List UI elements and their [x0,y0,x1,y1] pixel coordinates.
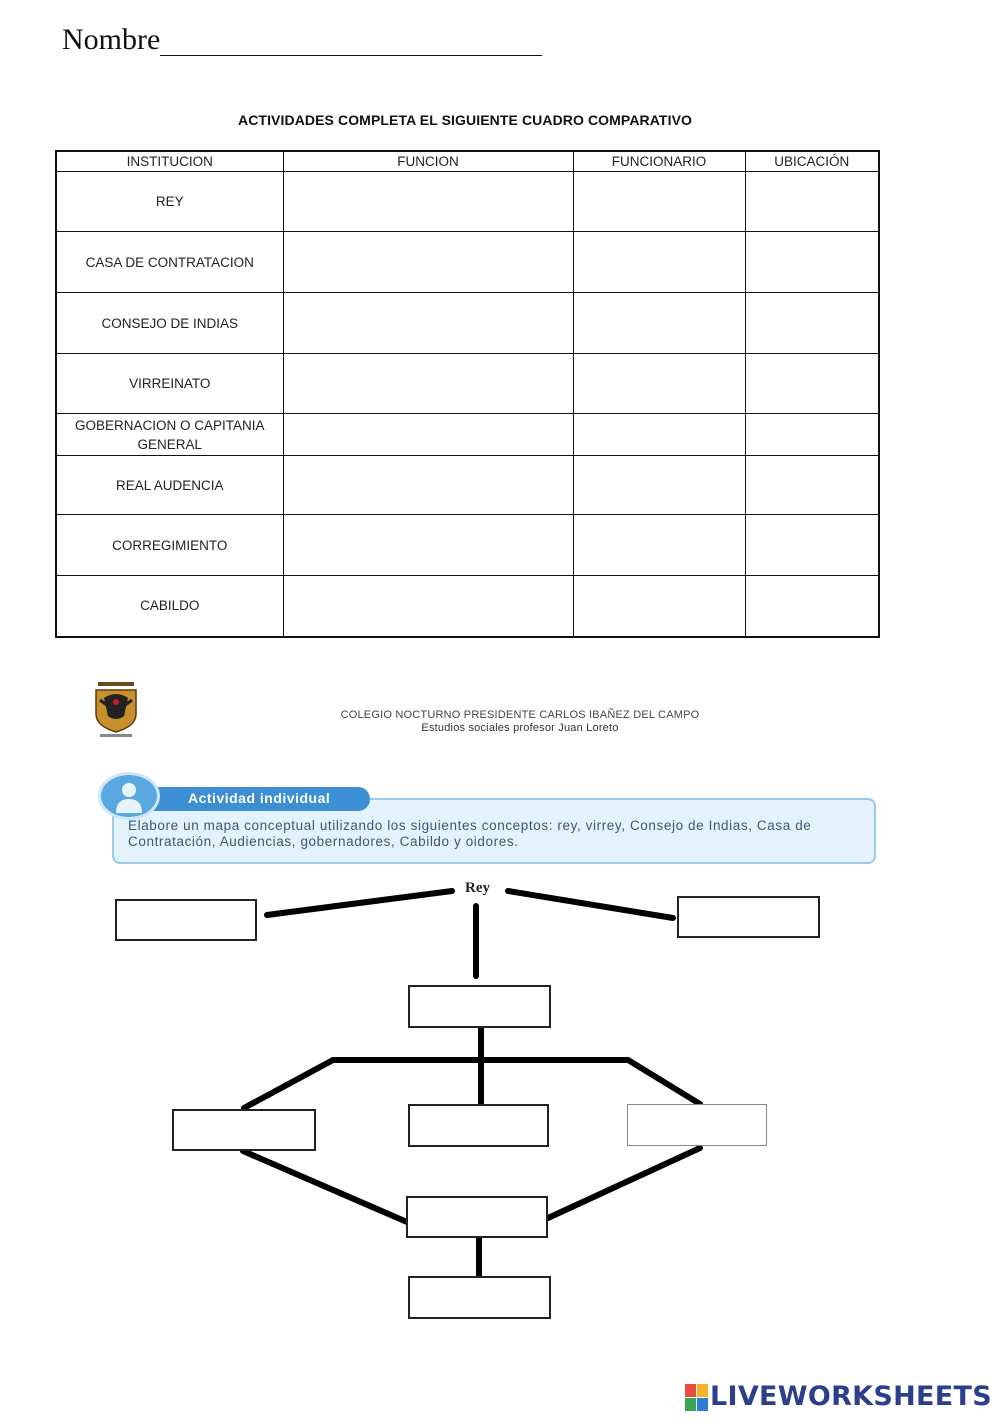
liveworksheets-brand [685,1381,992,1412]
column-header-ubicacion: UBICACIÓN [745,151,879,172]
institution-label: REY [56,172,283,232]
name-label: Nombre [62,23,161,56]
school-subtitle: Estudios sociales profesor Juan Loreto [421,722,619,734]
column-header-funcion: FUNCION [283,151,573,172]
concept-box-center[interactable] [408,985,551,1028]
liveworksheets-logo-icon [685,1384,707,1410]
institution-label: CONSEJO DE INDIAS [56,293,283,354]
institution-label: CASA DE CONTRATACION [56,232,283,293]
institution-label: REAL AUDENCIA [56,456,283,515]
concept-box-mid-right[interactable] [627,1104,767,1146]
institution-label: CORREGIMIENTO [56,515,283,576]
concept-box-mid-center[interactable] [408,1104,549,1147]
institution-label: GOBERNACION O CAPITANIA GENERAL [56,414,283,456]
column-header-funcionario: FUNCIONARIO [573,151,745,172]
institution-label: VIRREINATO [56,354,283,414]
concept-box-mid-left[interactable] [172,1109,316,1151]
concept-box-right[interactable] [677,896,820,938]
concept-box-left[interactable] [115,899,257,941]
institution-label: CABILDO [56,576,283,637]
table-title: ACTIVIDADES COMPLETA EL SIGUIENTE CUADRO COMPARATIVO [238,112,692,128]
column-header-institucion: INSTITUCION [56,151,283,172]
concept-box-bottom[interactable] [408,1276,551,1319]
concept-box-lower[interactable] [406,1196,548,1238]
brand-text: LIVEWORKSHEETS [709,1381,992,1412]
activity-tab-label: Actividad individual [188,790,331,806]
activity-instructions: Elabore un mapa conceptual utilizando los siguientes conceptos: rey, virrey, Consejo de Indias, Casa de Contratación, Audiencias, gobernadores, Cabildo y oidores. [128,818,812,849]
concept-map-root-label: Rey [465,880,490,896]
school-name: COLEGIO NOCTURNO PRESIDENTE CARLOS IBAÑEZ DEL CAMPO [340,709,700,721]
